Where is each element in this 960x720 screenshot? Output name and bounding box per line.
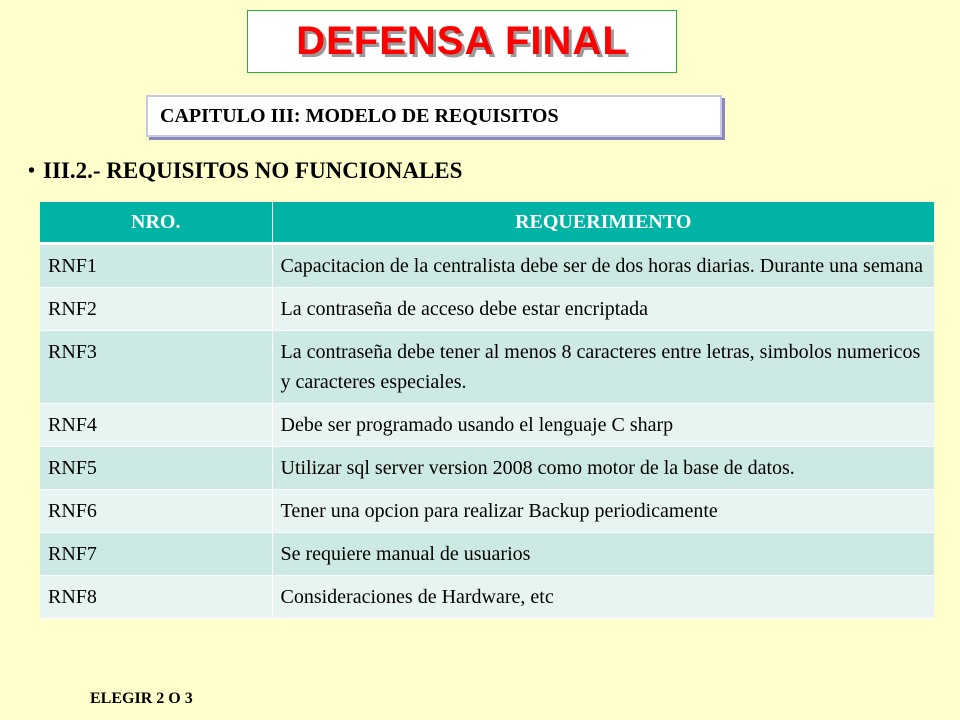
table-row [40,404,934,447]
cell-requerimiento: Se requiere manual de usuarios [272,533,934,576]
table-row [40,331,934,404]
table-header-row [40,202,934,244]
requirements-table [40,202,934,619]
table-row [40,288,934,331]
header-requerimiento: REQUERIMIENTO [272,202,934,244]
table-row [40,533,934,576]
title-box [247,10,677,73]
cell-requerimiento: La contraseña de acceso debe estar encriptada [272,288,934,331]
cell-requerimiento: Capacitacion de la centralista debe ser de dos horas diarias. Durante una semana [272,244,934,288]
cell-requerimiento: Debe ser programado usando el lenguaje C sharp [272,404,934,447]
cell-requerimiento: Tener una opcion para realizar Backup periodicamente [272,490,934,533]
cell-nro: RNF8 [40,576,272,619]
cell-nro: RNF7 [40,533,272,576]
cell-nro: RNF2 [40,288,272,331]
cell-nro: RNF4 [40,404,272,447]
table-row [40,490,934,533]
cell-requerimiento: Consideraciones de Hardware, etc [272,576,934,619]
cell-requerimiento: Utilizar sql server version 2008 como motor de la base de datos. [272,447,934,490]
cell-nro: RNF6 [40,490,272,533]
table-row [40,244,934,288]
cell-nro: RNF1 [40,244,272,288]
table-row [40,576,934,619]
page-title: DEFENSA FINAL [296,19,628,63]
cell-requerimiento: La contraseña debe tener al menos 8 caracteres entre letras, simbolos numericos y caracteres especiales. [272,331,934,404]
footer-note: ELEGIR 2 O 3 [90,690,193,707]
cell-nro: RNF3 [40,331,272,404]
section-heading-text: III.2.- REQUISITOS NO FUNCIONALES [43,158,463,183]
chapter-title: CAPITULO III: MODELO DE REQUISITOS [160,104,559,127]
cell-nro: RNF5 [40,447,272,490]
header-nro: NRO. [40,202,272,244]
bullet-icon: • [28,159,36,182]
table-row [40,447,934,490]
section-heading [28,158,462,184]
chapter-box [146,95,722,137]
